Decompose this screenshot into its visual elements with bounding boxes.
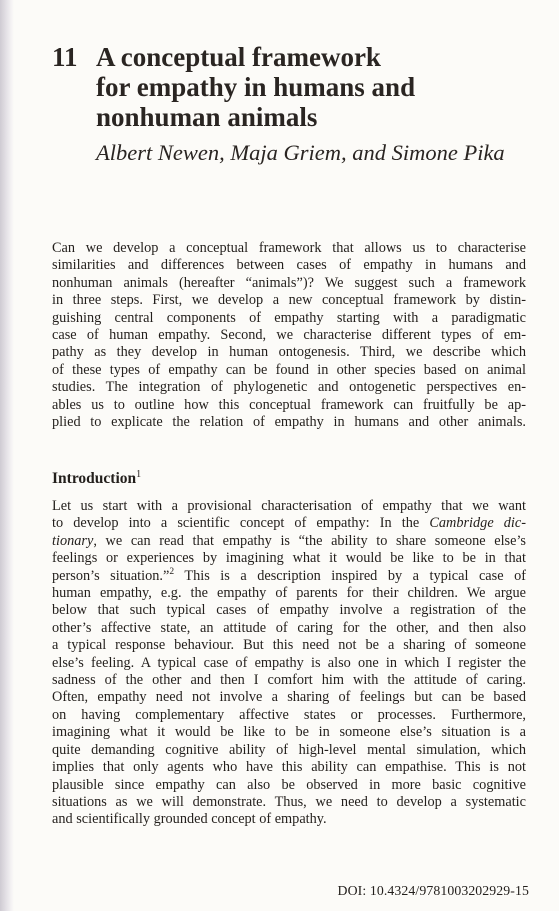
abstract-line: case of human empathy. Second, we characterise different types of em-: [52, 327, 526, 344]
abstract: [52, 240, 526, 431]
body-line: Often, empathy need not involve a sharing of feelings but can be based: [52, 689, 526, 706]
abstract-line: ables us to outline how this conceptual framework can fruitfully be ap-: [52, 396, 526, 413]
abstract-line: pathy as they develop in human ontogenesis. Third, we describe which: [52, 344, 526, 361]
body-line: [52, 568, 526, 585]
chapter-authors: Albert Newen, Maja Griem, and Simone Pika: [96, 140, 505, 165]
body-line: imagining what it would be like to be in someone else’s situation is a: [52, 724, 526, 741]
body-line: sadness of the other and then I comfort him with the attitude of caring.: [52, 672, 526, 689]
body-line: implies that only agents who have this ability can empathise. This is not: [52, 759, 526, 776]
chapter-number: 11: [52, 42, 78, 72]
abstract-line: of these types of empathy can be found in other species based on animal: [52, 361, 526, 378]
body-line: below that such typical cases of empathy involve a registration of the: [52, 602, 526, 619]
body-line: a typical response behaviour. But this need not be a sharing of someone: [52, 637, 526, 654]
body-line: human empathy, e.g. the empathy of parents for their children. We argue: [52, 585, 526, 602]
body-line: on having complementary affective states or processes. Furthermore,: [52, 706, 526, 723]
body-text: , we can read that empathy is “the ability to share someone else’s: [93, 532, 526, 549]
body-line: and scientifically grounded concept of empathy.: [52, 811, 327, 828]
abstract-line: similarities and differences between cases of empathy in humans and: [52, 257, 526, 274]
body-line: [52, 515, 526, 532]
abstract-line: nonhuman animals (hereafter “animals”)? We suggest such a framework: [52, 274, 526, 291]
body-line: [52, 533, 526, 550]
abstract-line: guishing central components of empathy starting with a paradigmatic: [52, 309, 526, 326]
doi-footer: DOI: 10.4324/9781003202929-15: [337, 883, 529, 898]
body-line: else’s feeling. A typical case of empathy is also one in which I register the: [52, 654, 526, 671]
body-line: other’s affective state, an attitude of caring for the other, and then also: [52, 619, 526, 636]
footnote-marker[interactable]: 2: [169, 566, 175, 577]
dictionary-title: tionary: [52, 532, 94, 549]
section-heading-introduction: [52, 470, 141, 488]
book-spine-shadow: [0, 0, 14, 911]
abstract-line: in three steps. First, we develop a new conceptual framework by distin-: [52, 292, 526, 309]
footnote-marker[interactable]: 1: [136, 468, 142, 480]
body-line: situations as we will demonstrate. Thus, we need to develop a systematic: [52, 793, 526, 810]
body-line: plausible since empathy can also be observed in more basic cognitive: [52, 776, 526, 793]
body-line: Let us start with a provisional characterisation of empathy that we want: [52, 498, 526, 514]
body-text: to develop into a scientific concept of empathy: In the: [52, 515, 420, 532]
chapter-title: [96, 42, 516, 132]
dictionary-title: Cambridge dic-: [429, 515, 526, 532]
chapter-title-line: for empathy in humans and: [96, 72, 416, 102]
abstract-line: studies. The integration of phylogenetic and ontogenetic perspectives en-: [52, 379, 526, 396]
body-line: quite demanding cognitive ability of high-level mental simulation, which: [52, 741, 526, 758]
chapter-title-line: nonhuman animals: [96, 102, 318, 132]
body-text: This is a description inspired by a typical case of: [174, 567, 526, 584]
body-text: person’s situation.”: [52, 567, 170, 584]
section-heading-text: Introduction: [52, 470, 137, 487]
body-line: feelings or experiences by imagining what it would be like to be in that: [52, 550, 526, 567]
chapter-title-line: A conceptual framework: [96, 42, 381, 72]
abstract-line: plied to explicate the relation of empathy in humans and other animals.: [52, 414, 526, 431]
introduction-body: [52, 498, 526, 829]
abstract-line: Can we develop a conceptual framework that allows us to characterise: [52, 240, 526, 256]
